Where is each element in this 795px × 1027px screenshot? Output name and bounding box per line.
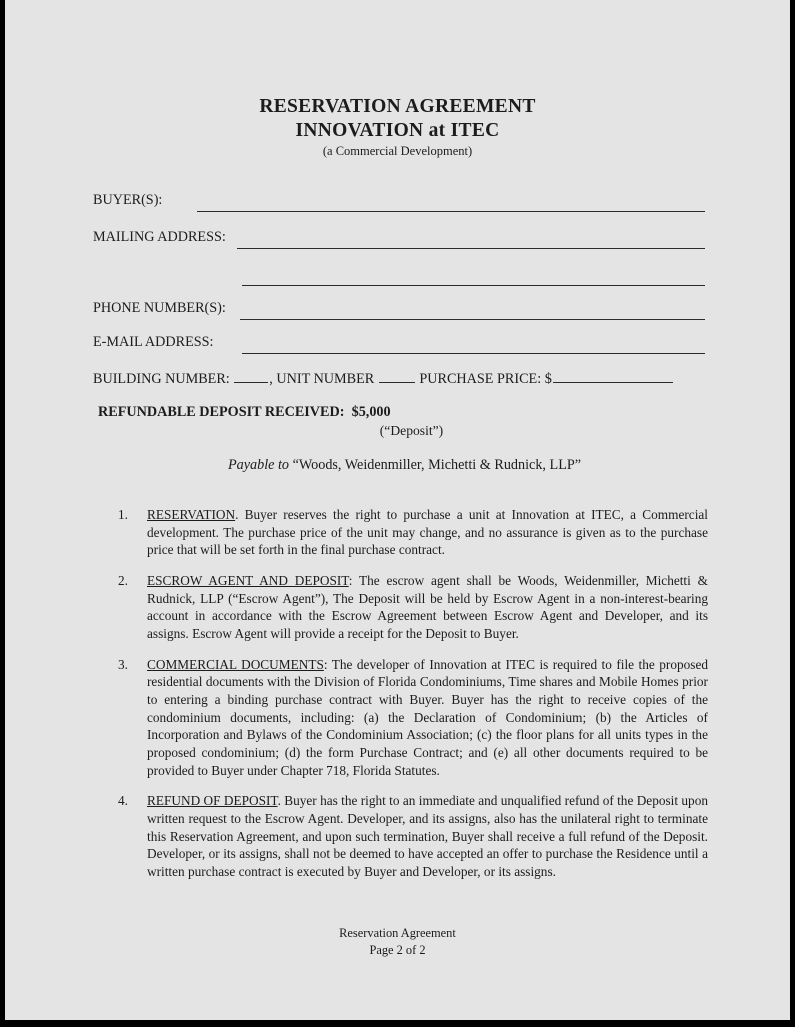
buyer-label: BUYER(S): bbox=[93, 192, 163, 208]
buyer-input-rule[interactable] bbox=[197, 211, 705, 212]
deposit-definition-caption: (“Deposit”) bbox=[379, 423, 444, 438]
mailing-address-line2-input-rule[interactable] bbox=[242, 285, 705, 286]
payable-to-payee: “Woods, Weidenmiller, Michetti & Rudnick, LLP” bbox=[292, 457, 582, 473]
footer-page-number: Page 2 of 2 bbox=[369, 943, 426, 958]
clause-item bbox=[5, 792, 790, 880]
clause-item bbox=[5, 572, 790, 643]
refundable-deposit-line bbox=[98, 404, 391, 421]
clause-number: 3. bbox=[118, 656, 128, 672]
clause-heading: ESCROW AGENT AND DEPOSIT bbox=[147, 573, 349, 589]
field-row-buyer bbox=[93, 192, 713, 214]
document-subtitle: (a Commercial Development) bbox=[322, 144, 473, 158]
email-address-input-rule[interactable] bbox=[242, 353, 705, 354]
field-row-mailing-address-line2 bbox=[93, 266, 713, 288]
refundable-deposit-label: REFUNDABLE DEPOSIT RECEIVED: bbox=[98, 404, 345, 420]
refundable-deposit-amount: $5,000 bbox=[351, 404, 391, 420]
unit-number-input[interactable] bbox=[379, 369, 415, 383]
field-row-building-unit-price bbox=[93, 369, 713, 391]
phone-number-label: PHONE NUMBER(S): bbox=[93, 300, 226, 316]
document-title-line-2: INNOVATION at ITEC bbox=[295, 120, 500, 141]
clause-item bbox=[5, 506, 790, 559]
clause-body: : The developer of Innovation at ITEC is required to file the proposed residential documents with the Division of Florida Condominiums, Time shares and Mobile Homes prior to entering a binding purchase contract with Buyer. Buyer has the right to receive copies of the condominium documents, including: (a) the Declaration of Condominium; (b) the Articles of Incorporation and Bylaws of the Condominium Association; (c) the floor plans for all units types in the proposed condominium; (d) the form Purchase Contract; and (e) all other documents required to be provided to Buyer under Chapter 718, Florida Statutes. bbox=[147, 656, 708, 778]
clause-heading: COMMERCIAL DOCUMENTS bbox=[147, 656, 324, 672]
clause-item bbox=[5, 656, 790, 780]
clause-body: . Buyer reserves the right to purchase a unit at Innovation at ITEC, a Commercial development. The purchase price of the unit may change, and no assurance is given as to the purchase price that will be set forth in the final purchase contract. bbox=[147, 507, 708, 558]
clause-heading: RESERVATION bbox=[147, 507, 236, 522]
clause-body: . Buyer has the right to an immediate and unqualified refund of the Deposit upon written request to the Escrow Agent. Developer, and its assigns, also has the unilateral right to terminate this Reservation Agreement, and upon such termination, Buyer shall receive a full refund of the Deposit. Developer, or its assigns, shall not be deemed to have accepted an offer to purchase the Residence until a written purchase contract is executed by Buyer and Developer, or its assigns. bbox=[147, 793, 708, 880]
document-title-line-1: RESERVATION AGREEMENT bbox=[259, 96, 536, 117]
field-row-phone-number bbox=[93, 300, 713, 322]
clause-body: : The escrow agent shall be Woods, Weidenmiller, Michetti & Rudnick, LLP (“Escrow Agent”), The Deposit will be held by Escrow Agent in a non-interest-bearing account in accordance with the Escrow Agreement between Escrow Agent and Developer, and its assigns. Escrow Agent will provide a receipt for the Deposit to Buyer. bbox=[147, 573, 708, 642]
building-number-label: BUILDING NUMBER: bbox=[93, 371, 230, 387]
clause-heading: REFUND OF DEPOSIT bbox=[147, 793, 278, 809]
unit-number-label: UNIT NUMBER bbox=[276, 371, 375, 387]
mailing-address-label: MAILING ADDRESS: bbox=[93, 229, 226, 245]
field-row-mailing-address bbox=[93, 229, 713, 251]
clause-number: 4. bbox=[118, 793, 128, 809]
purchase-price-input[interactable] bbox=[553, 369, 673, 383]
clause-number: 2. bbox=[118, 573, 128, 589]
payable-to-line bbox=[5, 457, 790, 474]
footer-document-name: Reservation Agreement bbox=[339, 926, 456, 940]
field-row-email-address bbox=[93, 334, 713, 356]
email-address-label: E-MAIL ADDRESS: bbox=[93, 334, 214, 350]
page-footer bbox=[5, 925, 790, 959]
building-unit-separator: , bbox=[269, 371, 273, 387]
payable-to-prefix: Payable to bbox=[227, 457, 290, 473]
phone-number-input-rule[interactable] bbox=[240, 319, 705, 320]
clause-number: 1. bbox=[118, 507, 128, 522]
building-number-input[interactable] bbox=[234, 369, 268, 383]
clause-list bbox=[5, 506, 790, 894]
mailing-address-input-rule[interactable] bbox=[237, 248, 705, 249]
purchase-price-label: PURCHASE PRICE: $ bbox=[419, 371, 552, 387]
document-page bbox=[5, 0, 790, 1020]
